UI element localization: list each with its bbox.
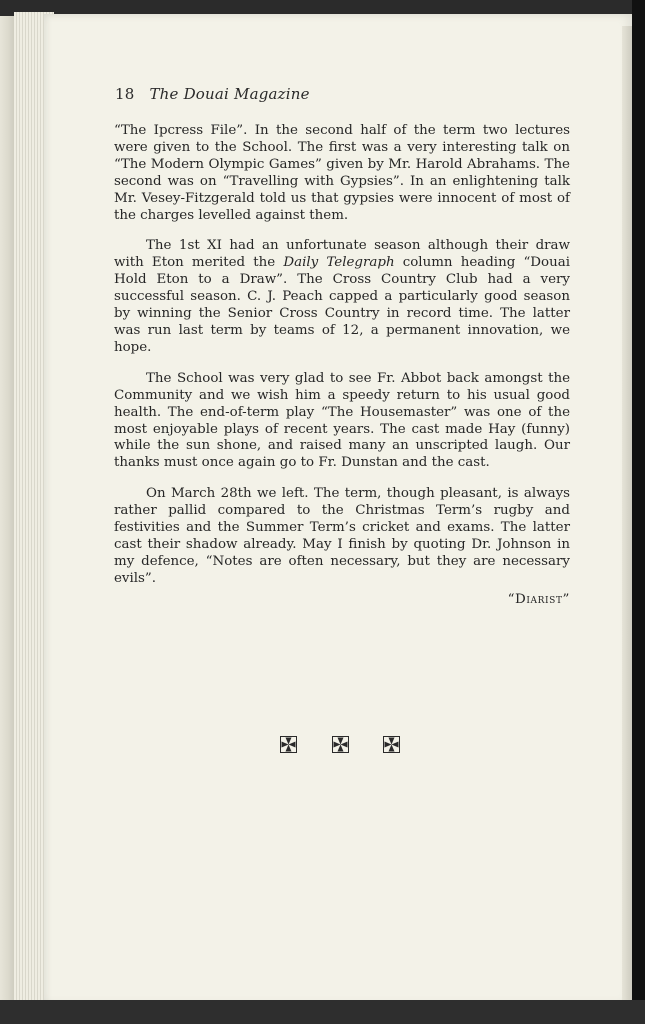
- cross-patee-icon: [383, 736, 400, 753]
- paragraph-1: “The Ipcress File”. In the second half of the term two lectures were given to the School. The first was a very interesting talk on “The Modern Olympic Games” given by Mr. Harold Abrahams. The second was on “Travelling with Gypsies”. In an enlightening talk Mr. Vesey-Fitzgerald told us that gypsies were innocent of most of the charges levelled against them.: [114, 123, 570, 223]
- paragraph-2-text-start: The 1st XI had an unfortunate season although their draw with Eton merited the: [114, 238, 570, 271]
- paragraph-4: On March 28th we left. The term, though pleasant, is always rather pallid compared to the Christmas Term’s rugby and festivities and the Summer Term’s cricket and exams. The latter cast their shadow already. May I finish by quoting Dr. Johnson in my defence, “Notes are often necessary, but they are necessary evils”.: [114, 486, 570, 586]
- newspaper-title: Daily Telegraph: [283, 255, 395, 271]
- paragraph-3: The School was very glad to see Fr. Abbot back amongst the Community and we wish him a speedy return to his usual good health. The end-of-term play “The Housemaster” was one of the most enjoyable plays of recent years. The cast made Hay (funny) while the sun shone, and raised many an unscripted laugh. Our thanks must once again go to Fr. Dunstan and the cast.: [114, 370, 570, 471]
- paragraph-2: [114, 238, 570, 356]
- cross-patee-icon: [332, 736, 349, 753]
- ornament-row: [280, 736, 400, 756]
- paragraph-2-text-end: column heading “Douai Hold Eton to a Draw”. The Cross Country Club had a very successful season. C. J. Peach capped a particularly good season by winning the Senior Cross Country in record time. The latter was run last term by teams of 12, a permanent innovation, we hope.: [114, 255, 570, 355]
- binding-bottom-edge: [0, 1000, 645, 1024]
- cross-patee-icon: [280, 736, 297, 753]
- signoff: “Diarist”: [507, 591, 570, 607]
- page-number: 18: [115, 85, 135, 103]
- binding-right-edge: [632, 0, 645, 1024]
- magazine-title: The Douai Magazine: [149, 85, 310, 103]
- running-header: [115, 85, 310, 103]
- article-body: [114, 123, 570, 623]
